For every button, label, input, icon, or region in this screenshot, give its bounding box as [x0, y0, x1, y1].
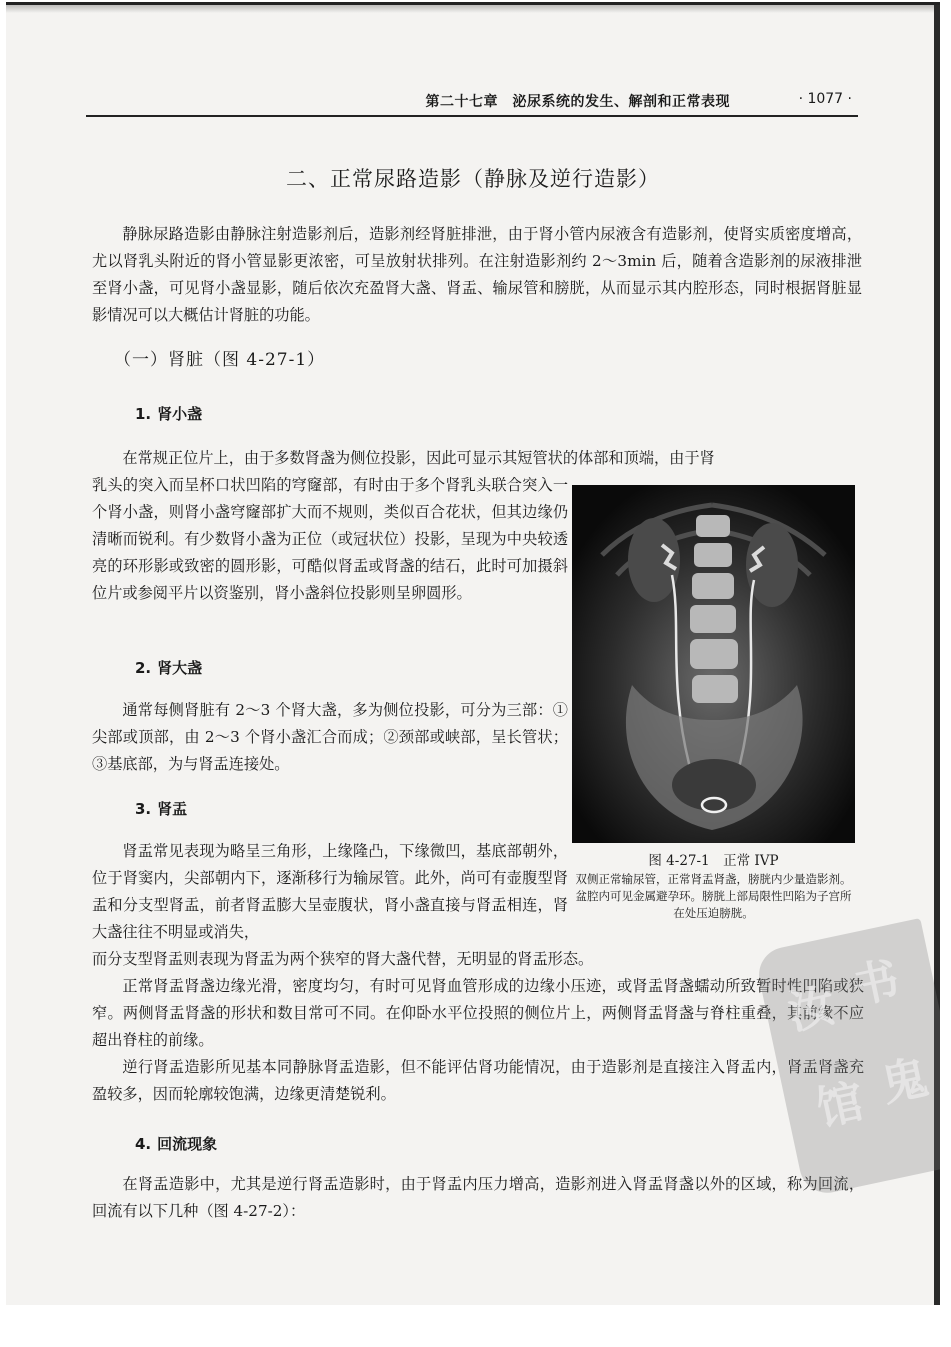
scan-shadow [6, 5, 940, 13]
heading-number: 3. [135, 800, 152, 818]
stamp-glyph: 书 [847, 951, 904, 1014]
library-stamp-watermark [754, 918, 940, 1198]
right-kidney [746, 523, 798, 607]
left-kidney [628, 518, 680, 602]
renal-pelvis-paragraph-2: 正常肾盂肾盏边缘光滑，密度均匀，有时可见肾血管形成的边缘小压迹，或肾盂肾盏蠕动所致暂时性凹陷或狭窄。两侧肾盂肾盏的形状和数目常可不同。在仰卧水平位投照的侧位片上，两侧肾盂肾盏与脊柱重叠，其前缘不应超出脊柱的前缘。 [92, 977, 864, 1049]
major-calyx-paragraph: 通常每侧肾脏有 2～3 个肾大盏，多为侧位投影，可分为三部：①尖部或顶部，由 2～3 个肾小盏汇合而成；②颈部或峡部，呈长管状；③基底部，为与肾盂连接处。 [92, 701, 568, 773]
reflux-paragraph: 在肾盂造影中，尤其是逆行肾盂造影时，由于肾盂内压力增高，造影剂进入肾盂肾盏以外的区域，称为回流，回流有以下几种（图 4-27-2）： [92, 1175, 864, 1220]
heading-text: 肾小盏 [157, 405, 203, 423]
heading-minor-calyx [135, 403, 202, 424]
heading-number: 1. [135, 405, 152, 423]
minor-calyx-line1: 在常规正位片上，由于多数肾盏为侧位投影，因此可显示其短管状的体部和顶端，由于肾 [122, 449, 715, 467]
section-title: 二、正常尿路造影（静脉及逆行造影） [286, 167, 660, 191]
scanned-page [6, 2, 940, 1305]
ivp-xray-image [572, 485, 855, 843]
stamp-glyph: 馆 [812, 1073, 869, 1136]
heading-major-calyx [135, 657, 202, 678]
figure-caption: 图 4-27-1 正常 IVP [648, 853, 779, 869]
retrograde-paragraph: 逆行肾盂造影所见基本同静脉肾盂造影，但不能评估肾功能情况，由于造影剂是直接注入肾盂内，肾盂肾盏充盈较多，因而轮廓较饱满，边缘更清楚锐利。 [92, 1058, 864, 1103]
page-number: · 1077 · [798, 91, 852, 107]
heading-number: 2. [135, 659, 152, 677]
running-header [86, 87, 858, 117]
minor-calyx-paragraph: 乳头的突入而呈杯口状凹陷的穹窿部，有时由于多个肾乳头联合突入一个肾小盏，则肾小盏穹窿部扩大而不规则，类似百合花状，但其边缘仍清晰而锐利。有少数肾小盏为正位（或冠状位）投影，呈现为中央较透亮的环形影或致密的圆形影，可酷似肾盂或肾盏的结石，此时可加摄斜位片或参阅平片以资鉴别，肾小盏斜位投影则呈卵圆形。 [92, 476, 568, 602]
stamp-glyph: 鬼 [876, 1049, 933, 1113]
stamp-glyph: 汝 [783, 977, 840, 1040]
intro-paragraph: 静脉尿路造影由静脉注射造影剂后，造影剂经肾脏排泄，由于肾小管内尿液含有造影剂，使肾实质密度增高，尤以肾乳头附近的肾小管显影更浓密，可呈放射状排列。在注射造影剂约 2～3min 后，随着含造影剂的尿液排泄至肾小盏，可见肾小盏显影，随后依次充盈肾大盏、肾盂、输尿管和膀胱，从而显示其内腔形态，同时根据肾脏显影情况可以大概估计肾脏的功能。 [92, 225, 862, 324]
subsection-heading: （一）肾脏（图 4-27-1） [114, 350, 326, 370]
xray-illustration [572, 485, 855, 843]
heading-reflux [135, 1133, 217, 1154]
heading-text: 回流现象 [157, 1135, 218, 1153]
renal-pelvis-continued: 而分支型肾盂则表现为肾盂为两个狭窄的肾大盏代替，无明显的肾盂形态。 [92, 950, 594, 968]
heading-renal-pelvis [135, 798, 187, 819]
renal-pelvis-paragraph: 肾盂常见表现为略呈三角形，上缘隆凸，下缘微凹，基底部朝外，位于肾窦内，尖部朝内下，逐渐移行为输尿管。此外，尚可有壶腹型肾盂和分支型肾盂，前者肾盂膨大呈壶腹状，肾小盏直接与肾盂相连，肾大盏往往不明显或消失， [92, 842, 568, 941]
figure-description: 双侧正常输尿管，正常肾盂肾盏，膀胱内少量造影剂。盆腔内可见金属避孕环。膀胱上部局限性凹陷为子宫所在处压迫膀胱。 [575, 872, 852, 920]
heading-text: 肾大盏 [157, 659, 203, 677]
chapter-title: 第二十七章 泌尿系统的发生、解剖和正常表现 [425, 94, 730, 110]
heading-text: 肾盂 [157, 800, 188, 818]
heading-number: 4. [135, 1135, 152, 1153]
bladder [672, 759, 756, 811]
